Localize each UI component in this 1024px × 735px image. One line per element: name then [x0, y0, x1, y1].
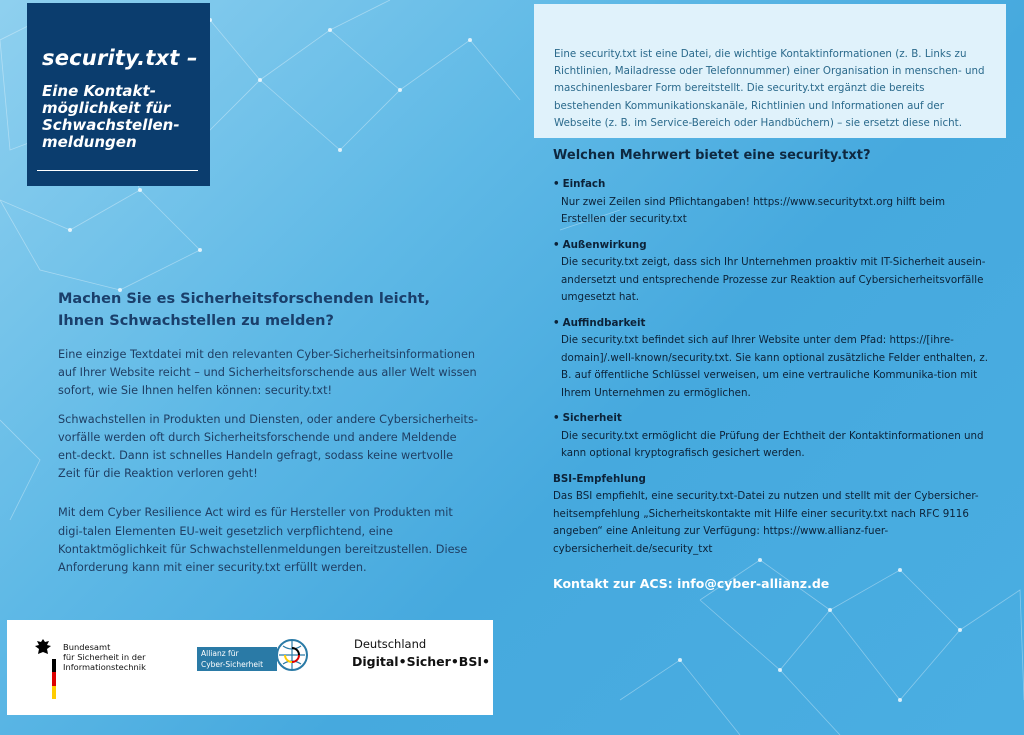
benefit-item [553, 315, 993, 403]
german-flag-bar-icon [52, 659, 56, 699]
benefit-item [553, 410, 993, 463]
document-subtitle-text: Eine Kontakt- möglichkeit für Schwachstellen- meldungen [42, 82, 180, 151]
left-heading: Machen Sie es Sicherheitsforschenden leicht, Ihnen Schwachstellen zu melden? [58, 291, 430, 329]
benefit-text: Die security.txt befindet sich auf Ihrer Website unter dem Pfad: https://[ihre-domain]/.well-known/security.txt. Sie kann optional zusätzliche Felder enthalten, z. B. auf öffentliche Schlüssel verweisen, um eine vertrauliche Kommunika-tion mit Ihrem Unternehmen zu ermöglichen. [561, 334, 988, 399]
benefit-title-text: Auffindbarkeit [562, 316, 646, 329]
bsi-recommendation-text: Das BSI empfiehlt, eine security.txt-Datei zu nutzen und stellt mit der Cybersicher-heitsempfehlung „Sicherheitskontakte mit Hilfe einer security.txt nach RFC 9116 angeben“ eine Anleitung zur Verfügung: https://www.allianz-fuer-cybersicherheit.de/security_txt [553, 490, 979, 555]
acs-logo [197, 635, 309, 675]
left-paragraph-2: Schwachstellen in Produkten und Diensten, oder andere Cybersicherheits-vorfälle werden oft durch Sicherheitsforschende und andere Meldende ent-deckt. Dann ist schnelles Handeln gefragt, sodass keine wertvolle Zeit für die Reaktion verloren geht! [58, 412, 478, 481]
acs-globe-icon [275, 638, 309, 672]
benefit-text: Die security.txt zeigt, dass sich Ihr Unternehmen proaktiv mit IT-Sicherheit ausein-andersetzt und entsprechende Prozesse zur Reaktion auf Cybersicherheitsvorfälle umgesetzt hat. [561, 256, 986, 303]
bsi-logo-text: Bundesamt für Sicherheit in der Informationstechnik [63, 642, 146, 672]
acs-badge [197, 647, 277, 671]
benefit-title [553, 315, 993, 333]
benefit-item [553, 176, 993, 229]
benefit-title [553, 237, 993, 255]
title-box [27, 3, 210, 186]
bullet-icon: • [553, 412, 560, 424]
bullet-icon: • [553, 316, 560, 329]
dsb-logo-top: Deutschland [354, 637, 427, 651]
title-rule [37, 170, 198, 171]
right-column [553, 148, 993, 558]
benefit-title-text: Außenwirkung [562, 238, 647, 251]
benefit-title [553, 176, 993, 194]
bullet-icon: • [553, 238, 560, 251]
left-paragraph-1: Eine einzige Textdatei mit den relevanten Cyber-Sicherheitsinformationen auf Ihrer Website reicht – und Sicherheitsforschende aus aller Welt wissen sofort, wie Sie Ihnen helfen können: security.txt! [58, 348, 477, 398]
contact-line: Kontakt zur ACS: info@cyber-allianz.de [553, 576, 830, 591]
document-subtitle [42, 83, 202, 151]
dsb-logo-bottom: Digital•Sicher•BSI• [352, 654, 490, 669]
logo-strip [7, 620, 493, 715]
benefit-text: Die security.txt ermöglicht die Prüfung der Echtheit der Kontaktinformationen und kann optional kryptografisch gesichert werden. [561, 429, 984, 459]
intro-text: Eine security.txt ist eine Datei, die wichtige Kontaktinformationen (z. B. Links zu Richtlinien, Mailadresse oder Telefonnummer) einer Organisation in menschen- und maschinenlesbarer Form bereitstellt. Die security.txt ergänzt die bereits bestehenden Kommunikationskanäle, Richtlinien und Informationen auf der Webseite (z. B. im Service-Bereich oder Handbüchern) – sie ersetzt diese nicht. [554, 48, 985, 129]
federal-eagle-icon [32, 637, 54, 659]
benefit-title-text: Einfach [562, 178, 606, 190]
acs-logo-text: Allianz für Cyber-Sicherheit [201, 649, 264, 669]
bullet-icon: • [553, 178, 560, 190]
benefit-title-text: Sicherheit [562, 412, 622, 424]
left-column [58, 288, 478, 587]
bsi-recommendation-title: BSI-Empfehlung [553, 472, 646, 485]
document-title: security.txt – [42, 46, 198, 70]
benefit-title [553, 410, 993, 428]
benefit-item [553, 237, 993, 307]
left-paragraph-3: Mit dem Cyber Resilience Act wird es für Hersteller von Produkten mit digi-talen Elementen EU-weit gesetzlich verpflichtend, eine Kontaktmöglichkeit für Schwachstellenmeldungen bereitzustellen. Diese Anforderung kann mit einer security.txt erfüllt werden. [58, 506, 468, 575]
benefit-text: Nur zwei Zeilen sind Pflichtangaben! https://www.securitytxt.org hilft beim Erstellen der security.txt [561, 195, 946, 225]
benefits-heading: Welchen Mehrwert bietet eine security.txt? [553, 148, 871, 163]
intro-box [534, 4, 1006, 138]
